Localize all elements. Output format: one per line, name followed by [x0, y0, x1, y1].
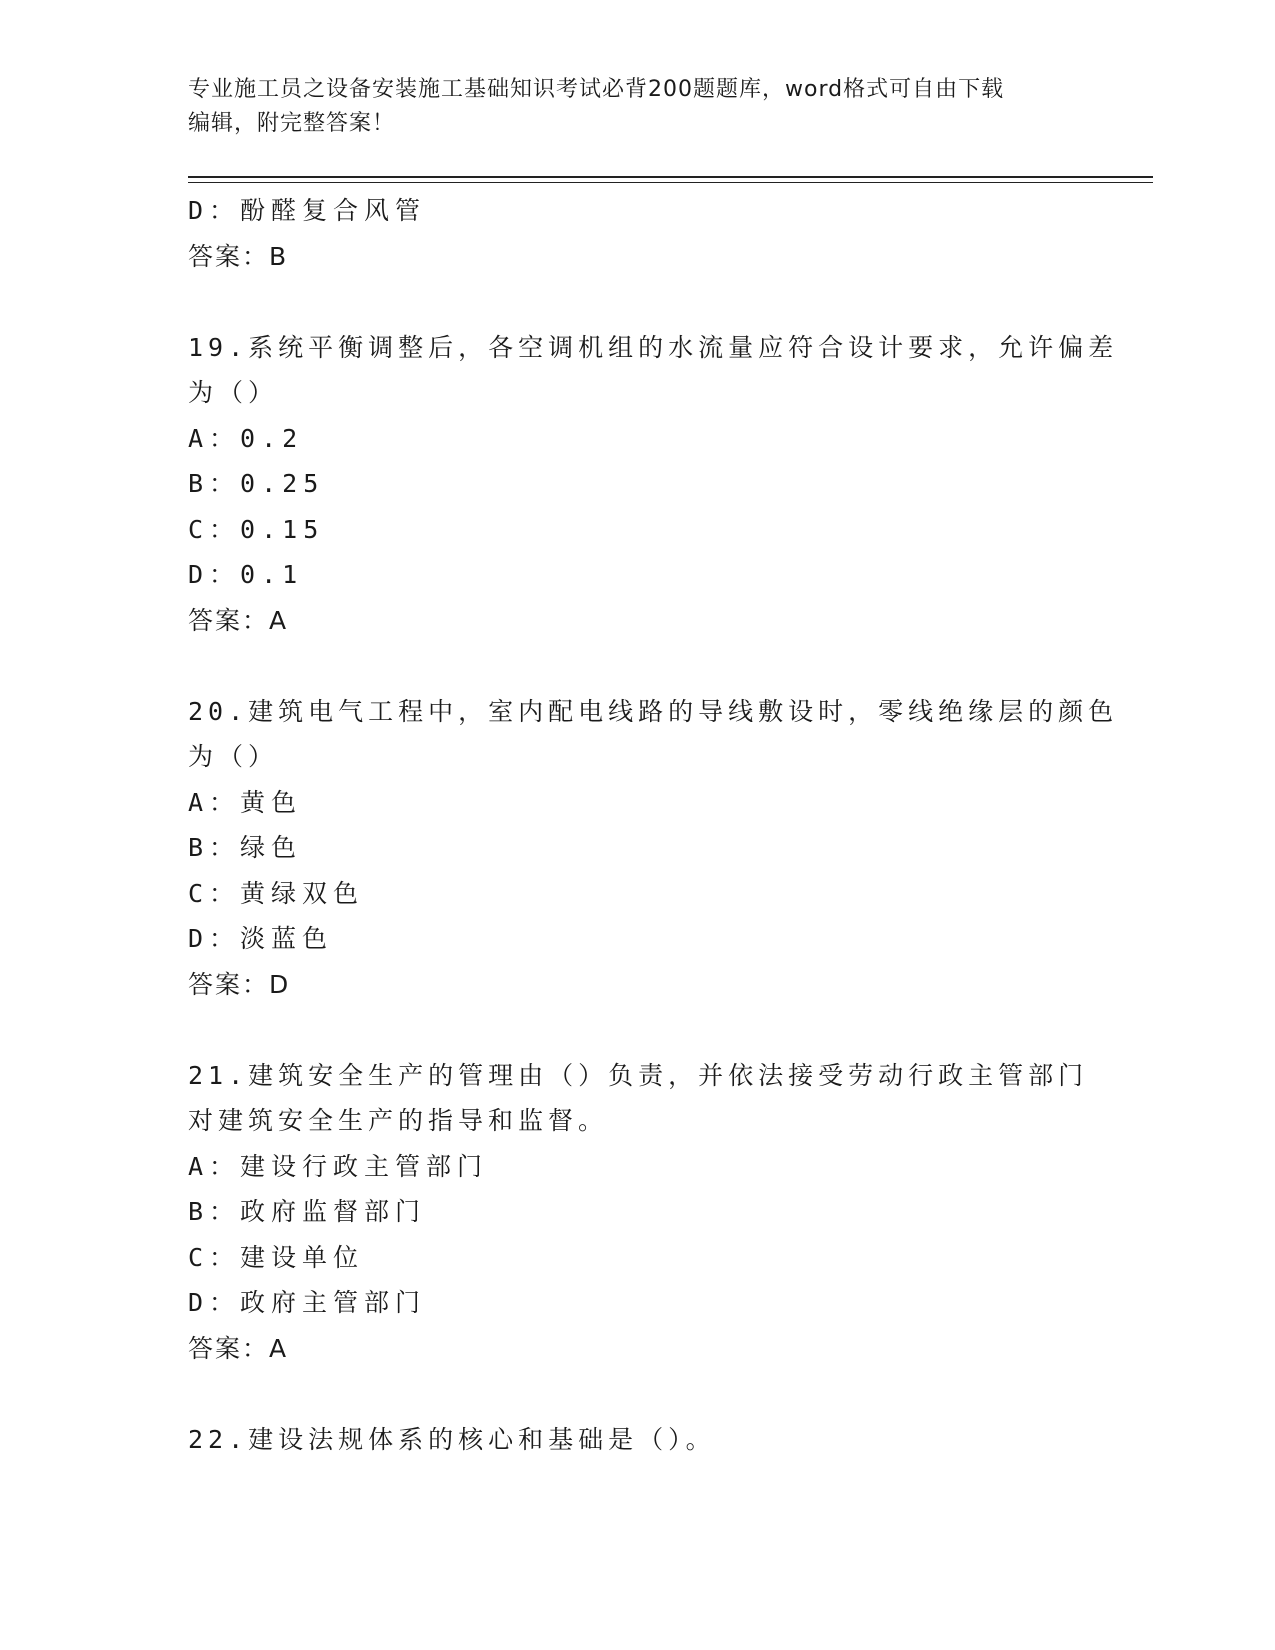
question-stem: 21.建筑安全生产的管理由（）负责，并依法接受劳动行政主管部门 — [188, 1060, 1089, 1090]
option-d: D：淡蓝色 — [188, 924, 334, 953]
question-stem: 对建筑安全生产的指导和监督。 — [188, 1106, 609, 1135]
spacer — [188, 279, 1088, 325]
option-a: A：建设行政主管部门 — [188, 1151, 489, 1181]
option-c: C：0.15 — [188, 514, 325, 544]
question-stem: 为（） — [188, 378, 279, 407]
answer-line: 答案：B — [188, 241, 289, 271]
spacer — [188, 643, 1088, 689]
answer-line: 答案：D — [188, 969, 291, 999]
question-20 — [188, 689, 1119, 1008]
option-b: B：0.25 — [188, 469, 325, 498]
option-a: A：0.2 — [188, 423, 304, 453]
question-19 — [188, 325, 1119, 644]
option-b: B：政府监督部门 — [188, 1197, 427, 1226]
question-stem: 22.建设法规体系的核心和基础是（）。 — [188, 1424, 716, 1454]
header-divider-thin — [188, 182, 1153, 183]
answer-line: 答案：A — [188, 605, 289, 635]
carryover-block — [188, 188, 1088, 279]
question-stem: 19.系统平衡调整后，各空调机组的水流量应符合设计要求，允许偏差 — [188, 332, 1119, 362]
option-a: A：黄色 — [188, 787, 303, 817]
answer-line: 答案：A — [188, 1333, 289, 1363]
header-title-line-2: 编辑，附完整答案！ — [188, 111, 396, 136]
option-c: C：建设单位 — [188, 1242, 365, 1272]
question-21 — [188, 1053, 1088, 1372]
option-b: B：绿色 — [188, 833, 303, 862]
question-list — [188, 188, 1119, 1462]
option-d: D：0.1 — [188, 560, 304, 589]
question-stem: 20.建筑电气工程中，室内配电线路的导线敷设时，零线绝缘层的颜色 — [188, 696, 1119, 726]
header-title-line-1: 专业施工员之设备安装施工基础知识考试必背200题题库，word格式可自由下载 — [188, 77, 1005, 102]
option-d: D：酚醛复合风管 — [188, 196, 427, 225]
header-divider-thick — [188, 176, 1153, 178]
spacer — [188, 1007, 1088, 1053]
question-22 — [188, 1417, 1088, 1463]
option-d: D：政府主管部门 — [188, 1288, 427, 1317]
document-header — [188, 73, 1088, 141]
option-c: C：黄绿双色 — [188, 878, 365, 908]
spacer — [188, 1371, 1088, 1417]
question-stem: 为（） — [188, 742, 279, 771]
